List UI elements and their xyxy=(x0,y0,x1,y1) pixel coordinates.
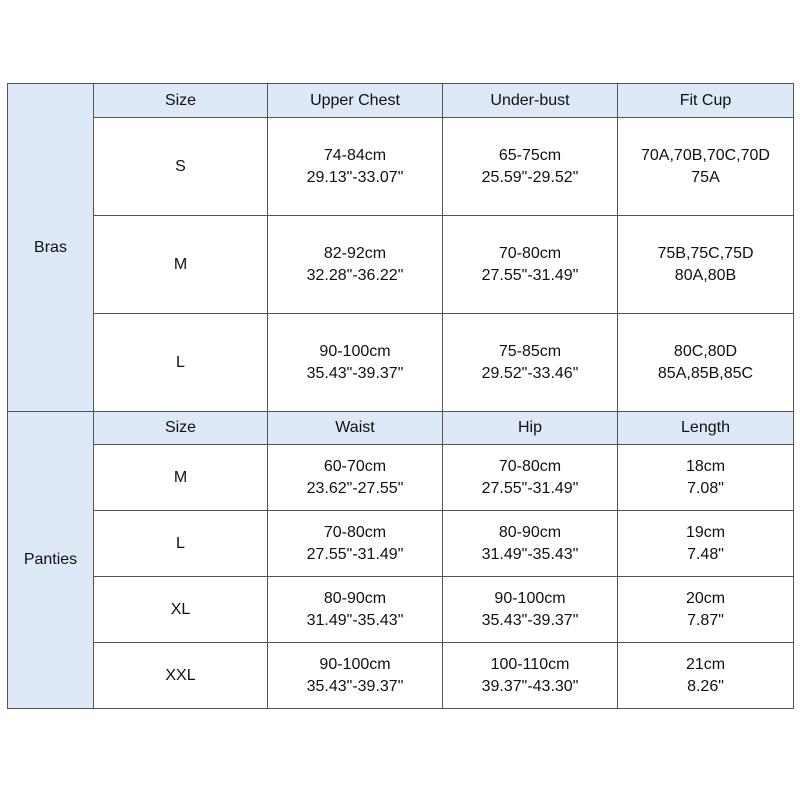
table-row xyxy=(8,314,794,412)
table-row xyxy=(8,445,794,511)
waist-cell xyxy=(268,643,443,709)
inch-value: 23.62"-27.55" xyxy=(306,479,404,497)
inch-value: 25.59"-29.52" xyxy=(481,168,579,186)
inch-value: 29.13"-33.07" xyxy=(306,168,404,186)
inch-value: 7.87" xyxy=(687,611,724,629)
under-bust-cell xyxy=(443,314,618,412)
inch-value: 31.49"-35.43" xyxy=(306,611,404,629)
size-cell: L xyxy=(94,511,268,577)
size-cell: XXL xyxy=(94,643,268,709)
under-bust-cell xyxy=(443,216,618,314)
cm-value: 18cm xyxy=(685,457,726,475)
cup-list: 75A xyxy=(691,168,720,186)
waist-cell xyxy=(268,511,443,577)
size-cell: XL xyxy=(94,577,268,643)
fit-cup-cell xyxy=(618,314,794,412)
cm-value: 90-100cm xyxy=(319,342,391,360)
inch-value: 7.48" xyxy=(687,545,724,563)
cm-value: 100-110cm xyxy=(490,655,570,673)
cup-list: 80A,80B xyxy=(674,266,737,284)
hip-cell xyxy=(443,445,618,511)
inch-value: 8.26" xyxy=(687,677,724,695)
cup-list: 70A,70B,70C,70D xyxy=(641,146,770,164)
upper-chest-cell xyxy=(268,216,443,314)
cup-list: 80C,80D xyxy=(673,342,738,360)
size-cell: L xyxy=(94,314,268,412)
size-cell: M xyxy=(94,216,268,314)
cm-value: 90-100cm xyxy=(319,655,391,673)
fit-cup-cell xyxy=(618,216,794,314)
bras-header-row xyxy=(8,84,794,118)
inch-value: 27.55"-31.49" xyxy=(306,545,404,563)
inch-value: 35.43"-39.37" xyxy=(481,611,579,629)
hip-cell xyxy=(443,577,618,643)
panties-category-label: Panties xyxy=(8,412,94,709)
panties-header-waist: Waist xyxy=(268,412,443,445)
table-row xyxy=(8,643,794,709)
waist-cell xyxy=(268,577,443,643)
length-cell xyxy=(618,643,794,709)
cm-value: 75-85cm xyxy=(498,342,562,360)
cm-value: 90-100cm xyxy=(494,589,566,607)
upper-chest-cell xyxy=(268,118,443,216)
cm-value: 19cm xyxy=(685,523,726,541)
upper-chest-cell xyxy=(268,314,443,412)
bras-header-size: Size xyxy=(94,84,268,118)
table-row xyxy=(8,118,794,216)
cm-value: 74-84cm xyxy=(323,146,387,164)
size-chart-table xyxy=(7,83,794,709)
size-cell: S xyxy=(94,118,268,216)
inch-value: 27.55"-31.49" xyxy=(481,266,579,284)
cm-value: 21cm xyxy=(685,655,726,673)
cm-value: 80-90cm xyxy=(323,589,387,607)
length-cell xyxy=(618,577,794,643)
inch-value: 31.49"-35.43" xyxy=(481,545,579,563)
length-cell xyxy=(618,445,794,511)
under-bust-cell xyxy=(443,118,618,216)
panties-header-hip: Hip xyxy=(443,412,618,445)
inch-value: 27.55"-31.49" xyxy=(481,479,579,497)
cm-value: 70-80cm xyxy=(498,457,562,475)
table-row xyxy=(8,216,794,314)
waist-cell xyxy=(268,445,443,511)
inch-value: 7.08" xyxy=(687,479,724,497)
inch-value: 29.52"-33.46" xyxy=(481,364,579,382)
fit-cup-cell xyxy=(618,118,794,216)
hip-cell xyxy=(443,511,618,577)
panties-header-row xyxy=(8,412,794,445)
length-cell xyxy=(618,511,794,577)
inch-value: 35.43"-39.37" xyxy=(306,677,404,695)
bras-category-label: Bras xyxy=(8,84,94,412)
cm-value: 80-90cm xyxy=(498,523,562,541)
cm-value: 65-75cm xyxy=(498,146,562,164)
cm-value: 70-80cm xyxy=(498,244,562,262)
cup-list: 85A,85B,85C xyxy=(657,364,754,382)
size-cell: M xyxy=(94,445,268,511)
cm-value: 82-92cm xyxy=(323,244,387,262)
bras-header-fit-cup: Fit Cup xyxy=(618,84,794,118)
inch-value: 39.37"-43.30" xyxy=(481,677,579,695)
cm-value: 60-70cm xyxy=(323,457,387,475)
table-row xyxy=(8,577,794,643)
table-row xyxy=(8,511,794,577)
cm-value: 70-80cm xyxy=(323,523,387,541)
inch-value: 35.43"-39.37" xyxy=(306,364,404,382)
panties-header-size: Size xyxy=(94,412,268,445)
cup-list: 75B,75C,75D xyxy=(657,244,754,262)
cm-value: 20cm xyxy=(685,589,726,607)
bras-header-upper-chest: Upper Chest xyxy=(268,84,443,118)
panties-header-length: Length xyxy=(618,412,794,445)
hip-cell xyxy=(443,643,618,709)
bras-header-under-bust: Under-bust xyxy=(443,84,618,118)
inch-value: 32.28"-36.22" xyxy=(306,266,404,284)
